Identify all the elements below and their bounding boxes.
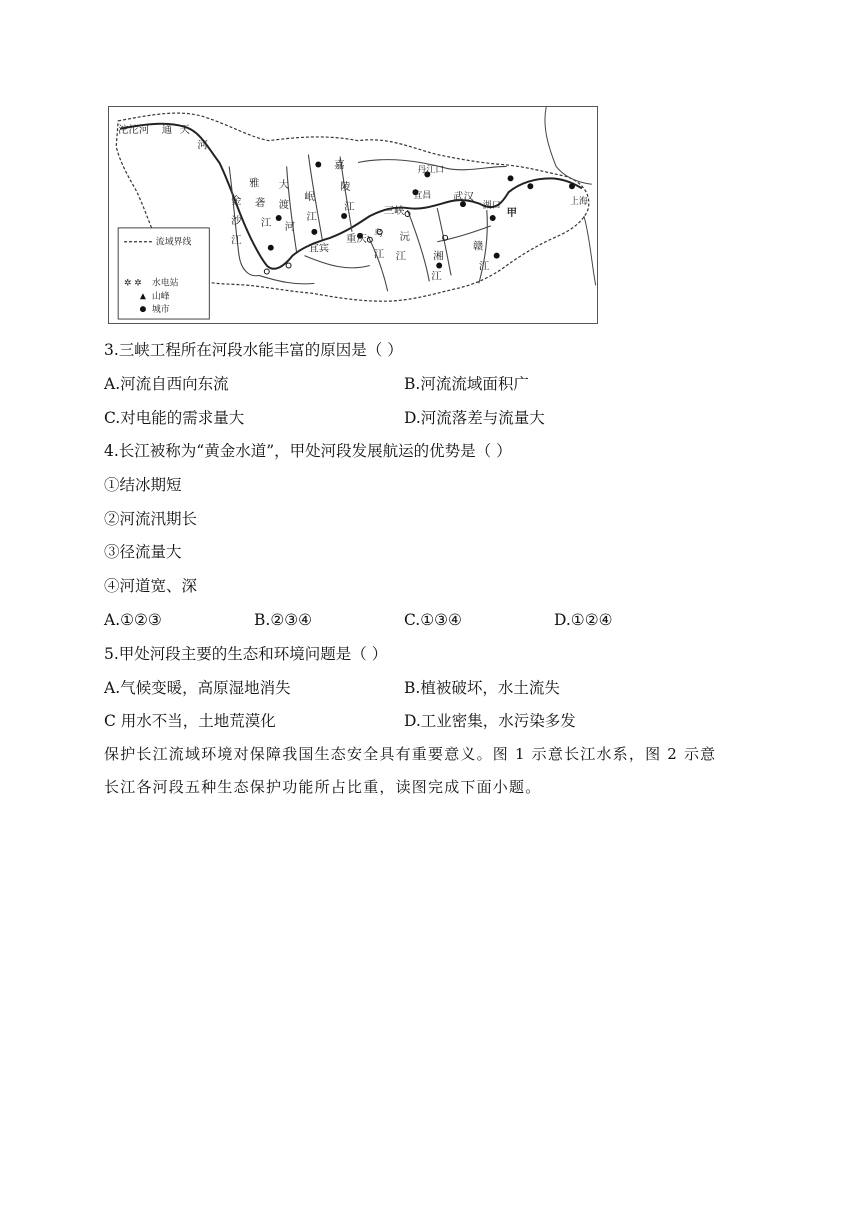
svg-text:宜昌: 宜昌 xyxy=(413,191,432,202)
svg-text:宜宾: 宜宾 xyxy=(308,242,330,255)
svg-text:陵: 陵 xyxy=(340,181,351,194)
q5-stem: 5.甲处河段主要的生态和环境问题是（ ） xyxy=(104,645,388,663)
svg-text:河: 河 xyxy=(284,220,296,233)
q3-option-d[interactable]: D.河流落差与流量大 xyxy=(404,409,545,427)
svg-text:丹江口: 丹江口 xyxy=(417,165,445,176)
svg-text:江: 江 xyxy=(306,210,317,223)
q5-option-a[interactable]: A.气候变暖，高原湿地消失 xyxy=(104,679,291,697)
q4-option-b[interactable]: B.②③④ xyxy=(254,611,313,629)
svg-text:砻: 砻 xyxy=(254,197,266,210)
q4-option-a[interactable]: A.①②③ xyxy=(104,611,162,629)
passage-line-1: 保护长江流域环境对保障我国生态安全具有重要意义。图 1 示意长江水系，图 2 示意 xyxy=(104,745,717,763)
q4-item-1: ①结冰期短 xyxy=(104,476,182,494)
q4-option-d[interactable]: D.①②④ xyxy=(554,611,613,629)
q3-option-b[interactable]: B.河流流域面积广 xyxy=(404,375,529,393)
svg-text:江: 江 xyxy=(344,201,355,214)
svg-text:江: 江 xyxy=(431,270,442,283)
q3-option-a[interactable]: A.河流自西向东流 xyxy=(104,375,229,393)
svg-text:三峡: 三峡 xyxy=(383,205,405,218)
svg-text:江: 江 xyxy=(395,250,406,263)
svg-text:河: 河 xyxy=(197,139,208,152)
map-svg xyxy=(109,107,597,323)
svg-text:江: 江 xyxy=(231,234,242,247)
svg-text:上海: 上海 xyxy=(569,197,588,208)
q4-item-4: ④河道宽、深 xyxy=(104,577,198,595)
svg-text:湖口: 湖口 xyxy=(482,201,501,212)
svg-text:金: 金 xyxy=(231,195,242,208)
q4-item-3: ③径流量大 xyxy=(104,543,182,561)
map-legend xyxy=(118,228,209,319)
svg-text:江: 江 xyxy=(373,248,385,261)
q4-stem: 4.长江被称为“黄金水道”，甲处河段发展航运的优势是（ ） xyxy=(104,442,512,460)
label-tuotuo: 沱沱河 xyxy=(118,123,150,136)
svg-text:渡: 渡 xyxy=(278,199,290,212)
svg-text:通: 通 xyxy=(161,123,173,136)
svg-text:流域界线: 流域界线 xyxy=(155,237,192,248)
svg-text:大: 大 xyxy=(278,179,290,192)
svg-text:城市: 城市 xyxy=(151,305,170,316)
q5-option-c[interactable]: C 用水不当，土地荒漠化 xyxy=(104,712,276,730)
label-jia: 甲 xyxy=(506,206,517,219)
yangtze-river-map xyxy=(108,106,598,324)
q3-stem: 3.三峡工程所在河段水能丰富的原因是（ ） xyxy=(104,341,403,359)
svg-text:江: 江 xyxy=(478,260,490,273)
svg-text:山峰: 山峰 xyxy=(151,292,170,303)
q3-option-c[interactable]: C.对电能的需求量大 xyxy=(104,409,245,427)
q4-item-2: ②河流汛期长 xyxy=(104,510,198,528)
svg-text:武汉: 武汉 xyxy=(453,191,474,204)
svg-text:嘉: 嘉 xyxy=(334,159,345,172)
svg-text:雅: 雅 xyxy=(248,177,260,190)
svg-text:湘: 湘 xyxy=(433,250,444,263)
svg-text:岷: 岷 xyxy=(304,191,315,204)
svg-text:沅: 沅 xyxy=(399,230,410,243)
svg-text:天: 天 xyxy=(179,123,190,136)
svg-text:赣: 赣 xyxy=(472,240,484,253)
q5-option-b[interactable]: B.植被破坏，水土流失 xyxy=(404,679,560,697)
q5-option-d[interactable]: D.工业密集，水污染多发 xyxy=(404,712,576,730)
svg-text:乌: 乌 xyxy=(373,228,383,239)
svg-text:✲ ✲: ✲ ✲ xyxy=(124,278,142,289)
passage-line-2: 长江各河段五种生态保护功能所占比重，读图完成下面小题。 xyxy=(104,778,542,796)
q4-option-c[interactable]: C.①③④ xyxy=(404,611,462,629)
svg-text:沙: 沙 xyxy=(231,214,242,227)
svg-text:江: 江 xyxy=(260,216,272,229)
svg-text:水电站: 水电站 xyxy=(151,278,179,289)
svg-text:重庆: 重庆 xyxy=(346,232,367,245)
